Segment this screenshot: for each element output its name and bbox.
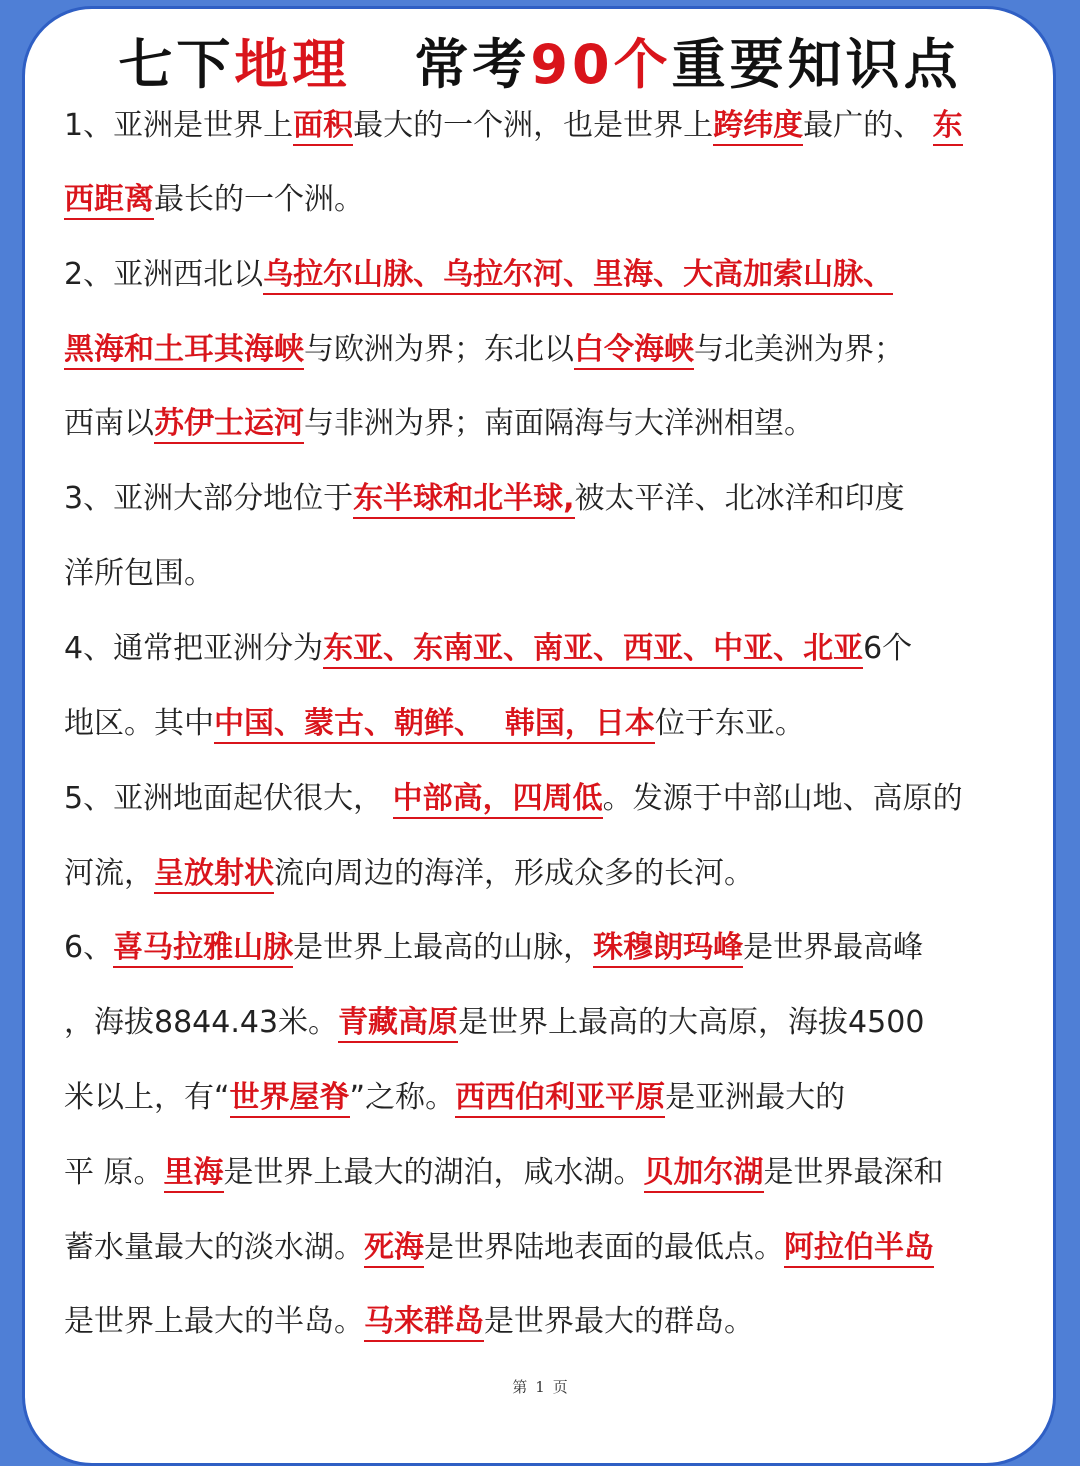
title-part: 重要知识点 (671, 33, 962, 96)
keyword: 死海 (364, 1230, 424, 1268)
text-segment: 与北美洲为界； (694, 332, 904, 367)
item-6-line-6 (64, 1302, 1024, 1342)
title-part: 七下 (118, 33, 235, 96)
item-2-line-1 (64, 255, 1024, 295)
text-segment: 1 (535, 1378, 545, 1396)
item-1-line-2 (64, 180, 1024, 220)
text-segment: 平 原。 (64, 1155, 164, 1190)
title-highlight: 90个 (530, 33, 672, 96)
item-4-line-1 (64, 629, 1024, 669)
keyword: 里海 (164, 1155, 224, 1193)
text-segment: 与非洲为界；南面隔海与大洋洲相望。 (304, 406, 814, 441)
text-segment: 是世界上最大的半岛。 (64, 1304, 364, 1339)
title-highlight: 地理 (234, 33, 351, 96)
keyword: 黑海和土耳其海峡 (64, 332, 304, 370)
text-segment: 是世界最高峰 (743, 930, 924, 965)
text-segment: 5、亚洲地面起伏很大， (64, 781, 393, 816)
keyword: 世界屋脊 (230, 1080, 350, 1118)
text-segment: 西南以 (64, 406, 154, 441)
text-segment: 河流， (64, 856, 154, 891)
text-segment: 2、亚洲西北以 (64, 257, 264, 292)
item-3-line-1 (64, 479, 1024, 519)
keyword: 珠穆朗玛峰 (593, 930, 743, 968)
keyword: 呈放射状 (154, 856, 274, 894)
keyword: 贝加尔湖 (644, 1155, 764, 1193)
keyword: 西西伯利亚平原 (455, 1080, 665, 1118)
page-number (0, 1376, 1080, 1397)
item-6-line-3 (64, 1078, 1024, 1118)
text-segment: ，海拔8844.43米。 (64, 1005, 339, 1040)
item-6-line-2 (64, 1003, 1024, 1043)
item-4-line-2 (64, 704, 1024, 744)
keyword: 阿拉伯半岛 (784, 1230, 934, 1268)
text-segment: 是世界上最高的大高原，海拔4500 (458, 1005, 925, 1040)
item-1-line-1 (64, 106, 1024, 146)
item-6-line-5 (64, 1228, 1024, 1268)
text-segment: 3、亚洲大部分地位于 (64, 481, 354, 516)
text-segment: 最广的、 (803, 108, 933, 143)
text-segment: 是亚洲最大的 (665, 1080, 846, 1115)
keyword: 喜马拉雅山脉 (113, 930, 293, 968)
keyword: 东半球和北半球, (353, 481, 574, 519)
item-5-line-2 (64, 854, 1024, 894)
keyword: 东 (933, 108, 963, 146)
text-segment: 1、亚洲是世界上 (64, 108, 294, 143)
keyword: 中部高，四周低 (393, 781, 603, 819)
keyword: 面积 (293, 108, 353, 146)
keyword: 苏伊士运河 (154, 406, 304, 444)
text-segment: 与欧洲为界；东北以 (304, 332, 574, 367)
keyword: 中国、蒙古、朝鲜、 韩国，日本 (214, 706, 655, 744)
text-segment: 蓄水量最大的淡水湖。 (64, 1230, 364, 1265)
text-segment: 最长的一个洲。 (154, 182, 364, 217)
keyword: 白令海峡 (574, 332, 694, 370)
text-segment: 第 (512, 1378, 528, 1396)
text-segment: ”之称。 (349, 1080, 456, 1115)
text-segment: 是世界上最大的湖泊，咸水湖。 (223, 1155, 644, 1190)
item-6-line-1 (64, 928, 1024, 968)
item-2-line-2 (64, 330, 1024, 370)
keyword: 跨纬度 (713, 108, 803, 146)
item-2-line-3 (64, 404, 1024, 444)
text-segment: 位于东亚。 (654, 706, 805, 741)
text-segment: 6、 (64, 930, 114, 965)
text-segment: 4、通常把亚洲分为 (64, 631, 324, 666)
keyword: 乌拉尔山脉、乌拉尔河、里海、大高加索山脉、 (263, 257, 893, 295)
text-segment: 最大的一个洲，也是世界上 (353, 108, 714, 143)
keyword: 东亚、东南亚、南亚、西亚、中亚、北亚 (323, 631, 863, 669)
text-segment: 页 (552, 1378, 568, 1396)
keyword: 青藏高原 (338, 1005, 458, 1043)
text-segment: 被太平洋、北冰洋和印度 (574, 481, 905, 516)
keyword: 西距离 (64, 182, 154, 220)
item-3-line-2 (64, 554, 1024, 594)
item-5-line-1 (64, 779, 1024, 819)
keyword: 马来群岛 (364, 1304, 484, 1342)
text-segment: 6个 (863, 631, 913, 666)
text-segment: 是世界最大的群岛。 (484, 1304, 754, 1339)
text-segment: 是世界最深和 (763, 1155, 944, 1190)
text-segment: 米以上，有“ (64, 1080, 230, 1115)
page-title (0, 22, 1080, 99)
text-segment: 是世界陆地表面的最低点。 (424, 1230, 784, 1265)
text-segment: 洋所包围。 (64, 556, 214, 591)
text-segment: 是世界上最高的山脉， (293, 930, 594, 965)
text-segment: 。发源于中部山地、高原的 (602, 781, 963, 816)
title-part: 常考 (414, 33, 531, 96)
text-segment: 地区。其中 (64, 706, 214, 741)
text-segment: 流向周边的海洋，形成众多的长河。 (274, 856, 754, 891)
item-6-line-4 (64, 1153, 1024, 1193)
